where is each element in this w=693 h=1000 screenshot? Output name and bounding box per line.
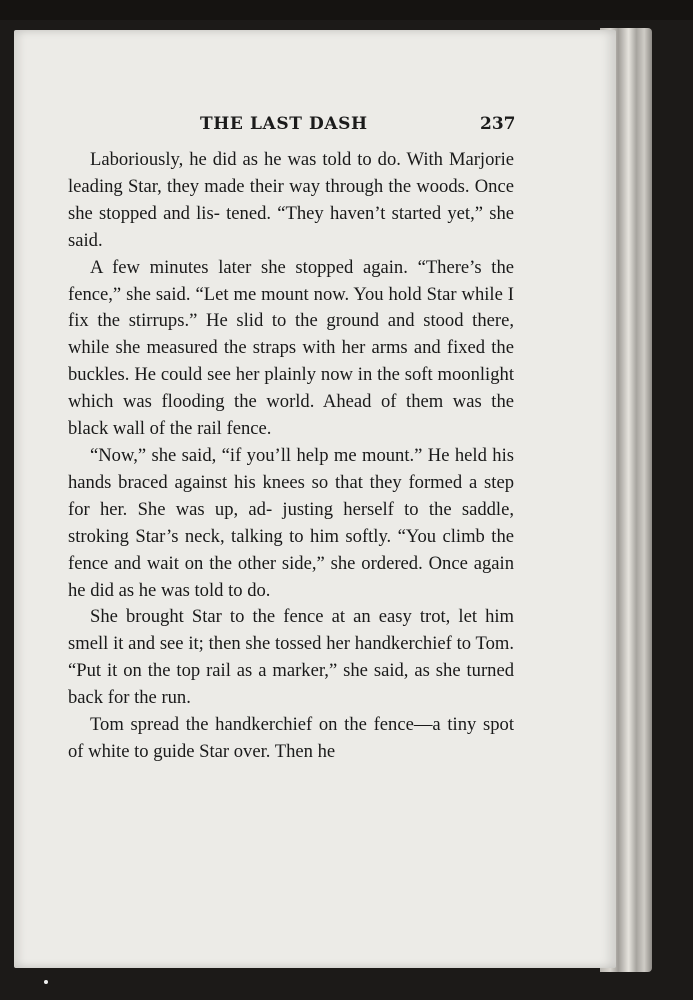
body-text (68, 147, 514, 766)
page-number: 237 (480, 114, 516, 134)
paragraph: Tom spread the handkerchief on the fence—a tiny spot of white to guide Star over. Then he (68, 714, 514, 762)
running-header (14, 114, 616, 138)
paragraph: “Now,” she said, “if you’ll help me mount.” He held his hands braced against his knees so that they formed a step for her. She was up, ad- justing herself to the saddle, stroking Star’s neck, talking to him softly. “You climb the fence and wait on the other side,” she ordered. Once again he did as he was told to do. (68, 444, 514, 601)
scan-background-top (0, 0, 693, 20)
scan-speck (44, 980, 48, 984)
chapter-running-title: THE LAST DASH (200, 114, 368, 134)
book-page (14, 30, 616, 968)
paragraph: Laboriously, he did as he was told to do. With Marjorie leading Star, they made their way through the woods. Once she stopped and lis- tened. “They haven’t started yet,” she said. (68, 149, 514, 251)
paragraph: She brought Star to the fence at an easy trot, let him smell it and see it; then she tossed her handkerchief to Tom. “Put it on the top rail as a marker,” she said, as she turned back for the run. (68, 606, 514, 709)
paragraph: A few minutes later she stopped again. “There’s the fence,” she said. “Let me mount now. You hold Star while I fix the stirrups.” He slid to the ground and stood there, while she measured the straps with her arms and fixed the buckles. He could see her plainly now in the soft moonlight which was flooding the world. Ahead of them was the black wall of the rail fence. (68, 256, 514, 440)
